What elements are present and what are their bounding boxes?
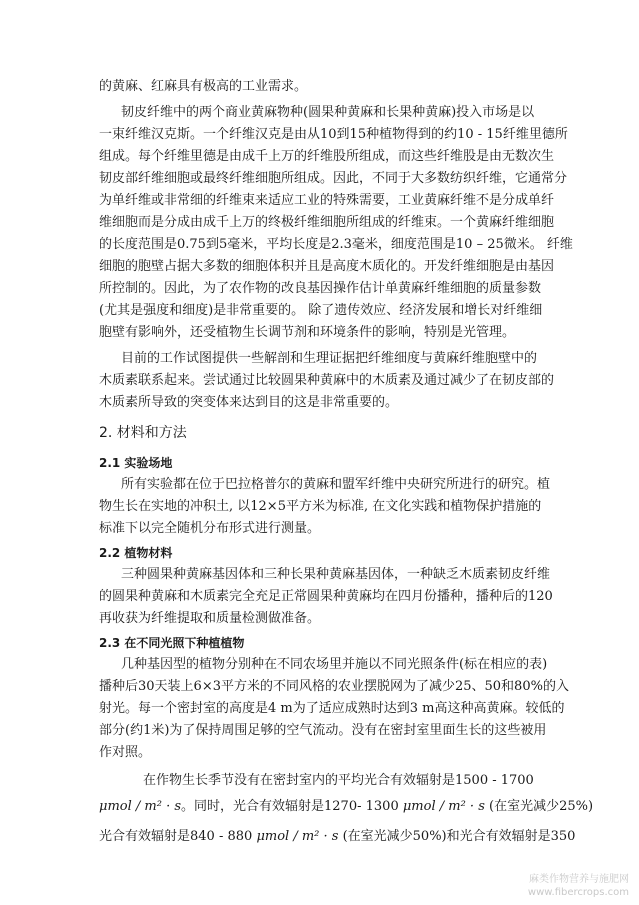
text-line: 木质素联系起来。尝试通过比较圆果种黄麻中的木质素及通过减少了在韧皮部的 (99, 373, 555, 388)
text-line: 三种圆果种黄麻基因体和三种长果种黄麻基因体，一种缺乏木质素韧皮纤维 (121, 567, 551, 582)
unit-formula: μmol / m² · s (99, 799, 182, 814)
text-line: 几种基因型的植物分别种在不同农场里并施以不同光照条件(标在相应的表) (121, 657, 548, 672)
text-line: 细胞的胞壁占据大多数的细胞体积并且是高度木质化的。开发纤维细胞是由基因 (99, 259, 555, 274)
text-line (99, 826, 576, 848)
text-line: 的长度范围是0.75到5毫米，平均长度是2.3毫米，细度范围是10 – 25微米。 纤维 (99, 237, 573, 252)
text-line: 所有实验都在位于巴拉格普尔的黄麻和盟军纤维中央研究所进行的研究。植 (121, 477, 551, 492)
text-line: 部分(约1米)为了保持周围足够的空气流动。没有在密封室里面生长的这些被用 (99, 723, 547, 738)
text-line: 为单纤维或非常细的纤维束来适应工业的特殊需要，工业黄麻纤维不是分成单纤 (99, 193, 555, 208)
text-line: (尤其是强度和细度)是非常重要的。 除了遗传效应、经济发展和增长对纤维细 (99, 303, 543, 318)
text-line: 组成。每个纤维里德是由成千上万的纤维股所组成，而这些纤维股是由无数次生 (99, 149, 555, 164)
text-line: 韧皮部纤维细胞或最终纤维细胞所组成。因此，不同于大多数纺织纤维，它通常分 (99, 171, 568, 186)
text-line (99, 796, 594, 818)
text-line: 的圆果种黄麻和木质素完全充足正常圆果种黄麻均在四月份播种，播种后的120 (99, 589, 553, 604)
text-line: 射光。每一个密封室的高度是4 m为了适应成熟时达到3 m高这种高黄麻。较低的 (99, 701, 565, 716)
section-heading: 2. 材料和方法 (99, 425, 187, 441)
text-line: 再收获为纤维提取和质量检测做准备。 (99, 611, 321, 626)
text-line: 所控制的。因此，为了农作物的改良基因操作估计单黄麻纤维细胞的质量参数 (99, 281, 542, 296)
text-line: 一束纤维汉克斯。一个纤维汉克是由从10到15种植物得到的约10 - 15纤维里德所 (99, 127, 568, 142)
text-run: 。同时，光合有效辐射是1270- 1300 (181, 799, 399, 814)
text-line: 韧皮纤维中的两个商业黄麻物种(圆果种黄麻和长果种黄麻)投入市场是以 (121, 105, 535, 120)
watermark-title: 麻类作物营养与施肥网 (529, 874, 629, 885)
text-line: 木质素所导致的突变体来达到目的这是非常重要的。 (99, 395, 399, 410)
text-line: 的黄麻、红麻具有极高的工业需求。 (99, 79, 308, 94)
unit-formula: μmol / m² · s (256, 829, 339, 844)
text-run: (在室光减少50%)和光合有效辐射是350 (338, 829, 576, 844)
subsection-heading: 2.3 在不同光照下种植植物 (99, 636, 245, 650)
text-run: (在室光减少25%) (484, 799, 594, 814)
text-line: 标准下以完全随机分布形式进行测量。 (99, 521, 321, 536)
subsection-heading: 2.2 植物材料 (99, 546, 173, 560)
text-run: 光合有效辐射是840 - 880 (99, 829, 253, 844)
site-watermark (528, 873, 629, 899)
subsection-heading: 2.1 实验场地 (99, 456, 173, 470)
text-line: 播种后30天装上6×3平方米的不同风格的农业摆脱网为了减少25、50和80%的入 (99, 679, 569, 694)
text-line: 物生长在实地的冲积土, 以12×5平方米为标准, 在文化实践和植物保护措施的 (99, 499, 542, 514)
text-line: 在作物生长季节没有在密封室内的平均光合有效辐射是1500 - 1700 (143, 773, 534, 788)
unit-formula: μmol / m² · s (402, 799, 485, 814)
watermark-url: www.fibercrops.com (527, 887, 629, 898)
text-line: 维细胞而是分成由成千上万的终极纤维细胞所组成的纤维束。一个黄麻纤维细胞 (99, 215, 555, 230)
text-line: 作对照。 (99, 745, 152, 760)
text-line: 目前的工作试图提供一些解剖和生理证据把纤维细度与黄麻纤维胞壁中的 (121, 351, 538, 366)
text-line: 胞壁有影响外，还受植物生长调节剂和环境条件的影响，特别是光管理。 (99, 325, 516, 340)
